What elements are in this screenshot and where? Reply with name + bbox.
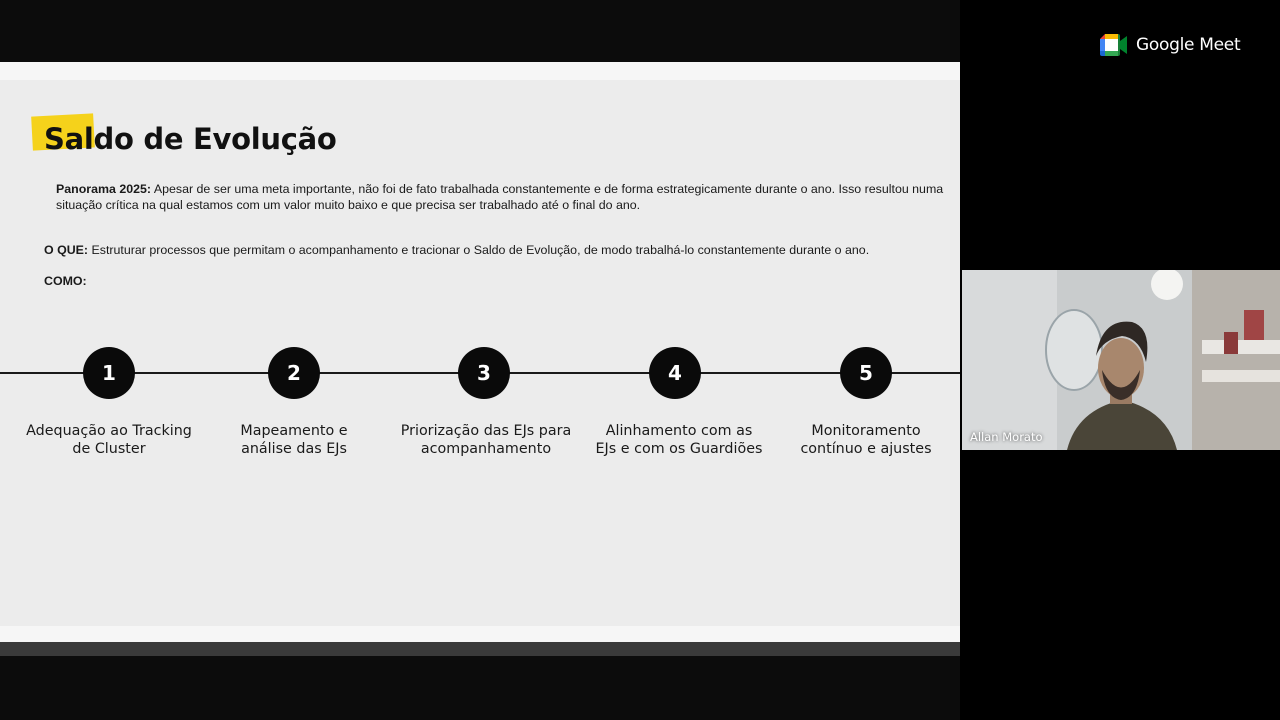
step-3-label: Priorização das EJs para acompanhamento bbox=[400, 423, 572, 457]
step-1-label: Adequação ao Tracking de Cluster bbox=[26, 423, 192, 457]
oque-text: Estruturar processos que permitam o acompanhamento e tracionar o Saldo de Evolução, de modo trabalhá-lo constantemente durante o ano. bbox=[88, 243, 870, 257]
slide-title: Saldo de Evolução bbox=[44, 122, 337, 156]
step-4-label: Alinhamento com as EJs e com os Guardiões bbox=[595, 423, 763, 457]
step-2-label: Mapeamento e análise das EJs bbox=[240, 423, 348, 457]
step-3-circle: 3 bbox=[458, 347, 510, 399]
oque-label: O QUE: bbox=[44, 243, 89, 257]
step-1-circle: 1 bbox=[83, 347, 135, 399]
panorama-text: Apesar de ser uma meta importante, não foi de fato trabalhada constantemente e de forma estrategicamente durante o ano. Isso resultou numa situação crítica na qual estamos com um valor muito baixo e que precisa ser trabalhado até o final do ano. bbox=[56, 182, 944, 212]
step-5-label: Monitoramento contínuo e ajustes bbox=[800, 423, 932, 457]
meet-app-name: Google Meet bbox=[1136, 35, 1241, 55]
step-4-circle: 4 bbox=[649, 347, 701, 399]
como-label: COMO: bbox=[44, 274, 87, 288]
screen-share-bottom-strip bbox=[0, 642, 960, 656]
panorama-label: Panorama 2025: bbox=[56, 182, 152, 196]
oque-paragraph bbox=[44, 242, 944, 258]
step-5-circle: 5 bbox=[840, 347, 892, 399]
participant-video-feed bbox=[962, 270, 1280, 450]
como-paragraph bbox=[44, 273, 244, 289]
meet-camera-icon bbox=[1100, 34, 1128, 56]
slide-top-bar bbox=[0, 62, 960, 80]
participant-name-label: Allan Morato bbox=[970, 430, 1043, 444]
step-2-circle: 2 bbox=[268, 347, 320, 399]
participant-video-tile[interactable] bbox=[962, 270, 1280, 450]
panorama-paragraph bbox=[56, 181, 951, 213]
slide-bottom-bar bbox=[0, 626, 960, 642]
google-meet-logo bbox=[1100, 34, 1240, 56]
presentation-slide bbox=[0, 62, 960, 642]
